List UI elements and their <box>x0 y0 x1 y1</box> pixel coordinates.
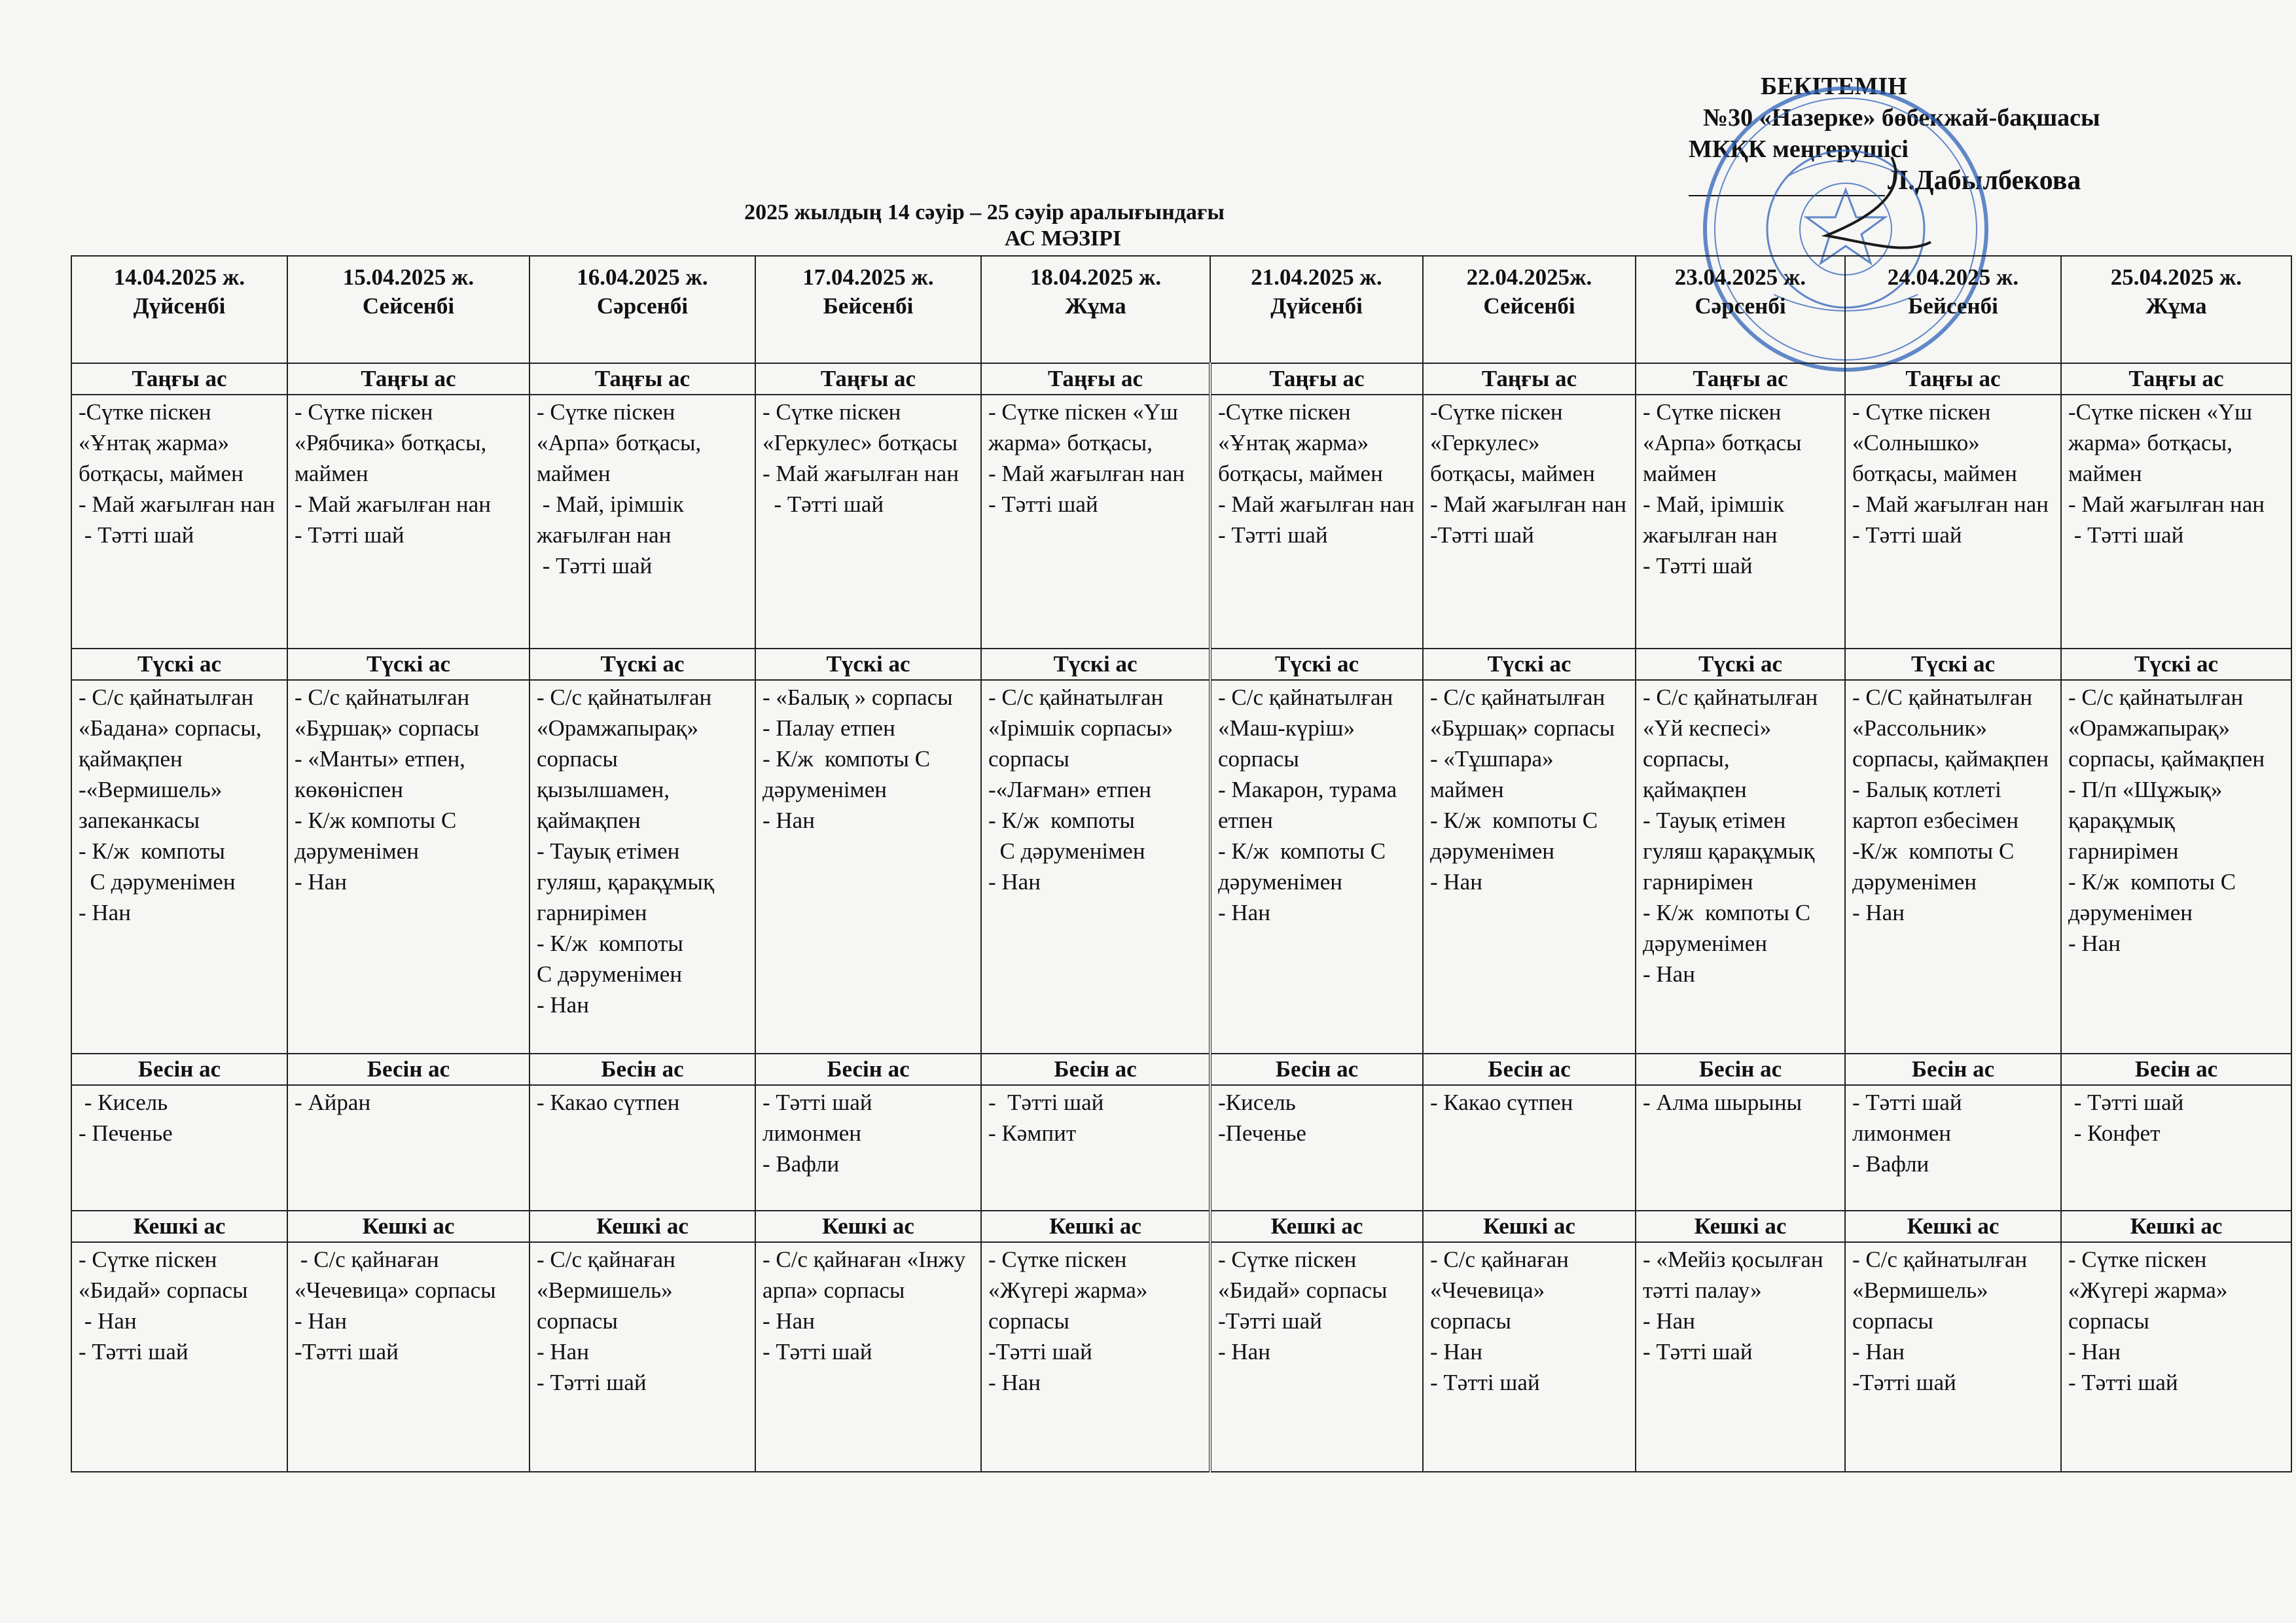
menu-item: - Тәтті шай <box>1643 553 1753 579</box>
menu-cell <box>1210 395 1423 649</box>
menu-item: - С/с қайнатылған «Ірімшік сорпасы» сорпасы <box>988 685 1179 772</box>
menu-item: - Нан <box>2068 931 2121 956</box>
meal-label: Бесін ас <box>71 1054 287 1085</box>
menu-item: - Макарон, турама етпен <box>1218 777 1403 833</box>
menu-cell <box>1845 1242 2061 1472</box>
menu-item: - «Тұшпара» маймен <box>1430 746 1560 802</box>
menu-item: - Тәтті шай лимонмен <box>1852 1090 1968 1146</box>
menu-item: -Кисель <box>1218 1090 1296 1115</box>
meal-items-row <box>71 1242 2291 1472</box>
menu-item: - К/ж компоты С дәруменімен <box>1643 900 1816 956</box>
menu-title-heading: АС МӘЗІРІ <box>1004 226 1122 251</box>
menu-item: - Май, ірімшік жағылған нан <box>1643 491 1790 548</box>
day-header <box>1845 256 2061 363</box>
meal-label: Таңғы ас <box>71 363 287 395</box>
menu-item: - К/ж компоты С дәруменімен <box>1430 808 1604 864</box>
menu-cell <box>71 680 287 1054</box>
menu-item: - Май жағылған нан <box>1852 491 2049 517</box>
menu-cell <box>755 680 981 1054</box>
menu-cell <box>1636 395 1845 649</box>
meal-items-row <box>71 680 2291 1054</box>
menu-cell <box>529 395 755 649</box>
menu-item: - Нан <box>1643 961 1695 987</box>
approval-position: МКҚК меңгерушісі <box>1689 135 1909 163</box>
meal-label: Бесін ас <box>2061 1054 2291 1085</box>
approval-heading: БЕКІТЕМІН <box>1761 73 1907 100</box>
menu-item: - С/с қайнаған «Вермишель» сорпасы <box>537 1247 681 1334</box>
menu-cell <box>287 1242 529 1472</box>
menu-item: - Тәтті шай <box>2068 1090 2184 1115</box>
day-weekday: Сәрсенбі <box>1695 293 1786 319</box>
day-weekday: Бейсенбі <box>823 293 914 319</box>
meal-items-row <box>71 1085 2291 1211</box>
menu-cell <box>287 1085 529 1211</box>
menu-item: -Тәтті шай <box>988 1339 1092 1364</box>
meal-label: Бесін ас <box>1210 1054 1423 1085</box>
menu-item: - Сүтке піскен «Рябчика» ботқасы, маймен <box>295 399 493 486</box>
menu-item: - С/с қайнатылған «Орамжапырақ» сорпасы қызылшамен, қаймақпен <box>537 685 718 833</box>
day-weekday: Бейсенбі <box>1908 293 1998 319</box>
menu-item: - С/С қайнатылған «Рассольник» сорпасы, қаймақпен <box>1852 685 2049 772</box>
menu-item: - Май жағылған нан <box>1430 491 1626 517</box>
meal-label: Таңғы ас <box>755 363 981 395</box>
menu-item: - Алма шырыны <box>1643 1090 1803 1115</box>
menu-item: - Нан <box>79 1308 137 1334</box>
day-date: 15.04.2025 ж. <box>342 264 475 290</box>
meal-label: Таңғы ас <box>1423 363 1636 395</box>
day-header <box>755 256 981 363</box>
menu-item: - Сүтке піскен «Арпа» ботқасы, маймен <box>537 399 708 486</box>
menu-item: - С/с қайнаған «Інжу арпа» сорпасы <box>762 1247 971 1303</box>
menu-item: - Май жағылған нан <box>295 491 491 517</box>
menu-item: - «Мейіз қосылған тәтті палау» <box>1643 1247 1829 1303</box>
menu-item: - «Манты» етпен, көкөніспен <box>295 746 471 802</box>
meal-label: Түскі ас <box>1636 649 1845 680</box>
menu-item: - Май жағылған нан <box>762 461 959 486</box>
meal-label: Кешкі ас <box>755 1211 981 1242</box>
menu-item: - К/ж компоты <box>537 931 683 956</box>
menu-cell <box>529 1242 755 1472</box>
menu-item: - Тауық етімен гуляш, қарақұмық гарнирімен <box>537 838 720 925</box>
menu-item: - Май жағылған нан <box>79 491 275 517</box>
menu-item: - Конфет <box>2068 1120 2161 1146</box>
menu-cell <box>71 1085 287 1211</box>
menu-body <box>71 363 2291 1472</box>
menu-item: - Тәтті шай <box>2068 522 2184 548</box>
menu-item: - С/с қайнаған «Чечевица» сорпасы <box>295 1247 496 1303</box>
meal-label: Түскі ас <box>1423 649 1636 680</box>
menu-cell <box>981 680 1210 1054</box>
menu-cell <box>981 1085 1210 1211</box>
menu-cell <box>1423 1242 1636 1472</box>
day-header <box>981 256 1210 363</box>
menu-cell <box>2061 680 2291 1054</box>
menu-title-period: 2025 жылдың 14 сәуір – 25 сәуір аралығындағы <box>744 200 1225 224</box>
menu-cell <box>529 1085 755 1211</box>
menu-table <box>71 255 2292 1472</box>
menu-item: -Тәтті шай <box>1218 1308 1322 1334</box>
day-header <box>71 256 287 363</box>
menu-item: - Сүтке піскен «Солнышко» ботқасы, маймен <box>1852 399 2017 486</box>
menu-item: - Сүтке піскен «Бидай» сорпасы <box>79 1247 248 1303</box>
meal-label: Таңғы ас <box>1636 363 1845 395</box>
menu-item: - Балық котлеті картоп езбесімен <box>1852 777 2019 833</box>
menu-item: - С/с қайнатылған «Бұршақ» сорпасы <box>295 685 480 741</box>
menu-item: - Нан <box>295 1308 347 1334</box>
menu-item: - Тәтті шай <box>295 522 404 548</box>
day-header <box>1636 256 1845 363</box>
menu-cell <box>981 395 1210 649</box>
menu-item: - Тәтті шай <box>762 491 884 517</box>
meal-label: Таңғы ас <box>529 363 755 395</box>
day-date: 17.04.2025 ж. <box>802 264 934 290</box>
menu-item: -Сүтке піскен «Ұнтақ жарма» ботқасы, маймен <box>1218 399 1383 486</box>
meal-label: Кешкі ас <box>1636 1211 1845 1242</box>
menu-item: - Нан <box>1430 1339 1482 1364</box>
day-header <box>1210 256 1423 363</box>
menu-cell <box>1423 680 1636 1054</box>
meal-label: Түскі ас <box>287 649 529 680</box>
menu-cell <box>529 680 755 1054</box>
menu-item: - Айран <box>295 1090 371 1115</box>
menu-item: - Печенье <box>79 1120 173 1146</box>
menu-item: -«Вермишель» запеканкасы <box>79 777 228 833</box>
menu-item: - Нан <box>295 869 347 895</box>
menu-item: - Тәтті шай лимонмен <box>762 1090 878 1146</box>
menu-title <box>0 200 2296 252</box>
meal-label: Таңғы ас <box>981 363 1210 395</box>
menu-item: - Сүтке піскен «Арпа» ботқасы маймен <box>1643 399 1808 486</box>
day-weekday: Жұма <box>1065 293 1126 319</box>
menu-cell <box>755 1242 981 1472</box>
meal-label: Бесін ас <box>755 1054 981 1085</box>
menu-cell <box>1845 1085 2061 1211</box>
meal-label: Түскі ас <box>2061 649 2291 680</box>
day-header <box>287 256 529 363</box>
menu-item: - Май жағылған нан <box>1218 491 1414 517</box>
menu-item: -«Лағман» етпен <box>988 777 1152 802</box>
menu-item: - Тауық етімен гуляш қарақұмық гарнирімен <box>1643 808 1821 895</box>
menu-item: - Тәтті шай <box>79 522 194 548</box>
menu-item: -Тәтті шай <box>1852 1370 1956 1395</box>
menu-cell <box>71 395 287 649</box>
meal-label: Кешкі ас <box>1423 1211 1636 1242</box>
menu-item: -Тәтті шай <box>1430 522 1534 548</box>
menu-item: - Май жағылған нан <box>2068 491 2265 517</box>
day-date: 24.04.2025 ж. <box>1887 264 2019 290</box>
approval-signatory: Л.Дабылбекова <box>1888 166 2081 196</box>
menu-item: - Май, ірімшік жағылған нан <box>537 491 690 548</box>
day-weekday: Сейсенбі <box>1483 293 1575 319</box>
meal-label-row <box>71 1054 2291 1085</box>
menu-item: - Нан <box>1643 1308 1695 1334</box>
meal-label: Түскі ас <box>529 649 755 680</box>
day-date: 16.04.2025 ж. <box>577 264 708 290</box>
menu-cell <box>1636 1085 1845 1211</box>
meal-label: Кешкі ас <box>2061 1211 2291 1242</box>
menu-item: С дәруменімен <box>79 869 236 895</box>
menu-item: - Нан <box>1430 869 1482 895</box>
meal-label: Кешкі ас <box>287 1211 529 1242</box>
day-date: 14.04.2025 ж. <box>113 264 245 290</box>
meal-label: Бесін ас <box>1423 1054 1636 1085</box>
day-date: 22.04.2025ж. <box>1466 264 1592 290</box>
meal-label: Бесін ас <box>1845 1054 2061 1085</box>
meal-label: Түскі ас <box>1210 649 1423 680</box>
menu-item: - Сүтке піскен «Үш жарма» ботқасы, <box>988 399 1184 455</box>
menu-item: - Сүтке піскен «Жүгері жарма» сорпасы <box>988 1247 1154 1334</box>
menu-item: - Май жағылған нан <box>988 461 1185 486</box>
menu-cell <box>1210 1242 1423 1472</box>
menu-item: - Нан <box>1218 900 1270 925</box>
menu-item: - «Балық » сорпасы <box>762 685 953 710</box>
menu-item: - К/ж компоты С дәруменімен <box>762 746 936 802</box>
menu-cell <box>755 1085 981 1211</box>
menu-cell <box>2061 395 2291 649</box>
menu-item: - Тәтті шай <box>988 1090 1104 1115</box>
menu-item: - Сүтке піскен «Бидай» сорпасы <box>1218 1247 1388 1303</box>
menu-item: - С/с қайнатылған «Үй кеспесі» сорпасы, қаймақпен <box>1643 685 1824 802</box>
meal-label: Бесін ас <box>981 1054 1210 1085</box>
menu-item: - С/с қайнатылған «Бадана» сорпасы, қаймақпен <box>79 685 268 772</box>
day-weekday: Дүйсенбі <box>133 293 226 319</box>
meal-label: Таңғы ас <box>287 363 529 395</box>
menu-item: -Печенье <box>1218 1120 1306 1146</box>
menu-item: С дәруменімен <box>537 961 683 987</box>
menu-item: - Тәтті шай <box>1643 1339 1753 1364</box>
menu-cell <box>1845 395 2061 649</box>
meal-label: Бесін ас <box>529 1054 755 1085</box>
menu-item: - Тәтті шай <box>1852 522 1962 548</box>
menu-item: - Нан <box>762 808 815 833</box>
meal-label: Бесін ас <box>1636 1054 1845 1085</box>
menu-item: - Нан <box>79 900 131 925</box>
meal-items-row <box>71 395 2291 649</box>
meal-label: Кешкі ас <box>1845 1211 2061 1242</box>
menu-item: - К/ж компоты С дәруменімен <box>295 808 463 864</box>
menu-cell <box>1845 680 2061 1054</box>
menu-item: - К/ж компоты <box>79 838 225 864</box>
menu-item: - К/ж компоты <box>988 808 1135 833</box>
menu-item: - Тәтті шай <box>1430 1370 1540 1395</box>
menu-item: - С/с қайнатылған «Маш-күріш» сорпасы <box>1218 685 1399 772</box>
day-header <box>2061 256 2291 363</box>
menu-item: -Тәтті шай <box>295 1339 399 1364</box>
menu-item: - Вафли <box>762 1151 840 1177</box>
menu-cell <box>981 1242 1210 1472</box>
meal-label: Түскі ас <box>981 649 1210 680</box>
menu-item: -Сүтке піскен «Геркулес» ботқасы, маймен <box>1430 399 1595 486</box>
menu-item: - Сүтке піскен «Геркулес» ботқасы <box>762 399 958 455</box>
day-header <box>529 256 755 363</box>
day-weekday: Сейсенбі <box>362 293 455 319</box>
day-header <box>1423 256 1636 363</box>
day-weekday: Сәрсенбі <box>596 293 689 319</box>
menu-item: - Какао сүтпен <box>537 1090 680 1115</box>
menu-item: - Нан <box>988 1370 1041 1395</box>
menu-item: - С/с қайнатылған «Вермишель» сорпасы <box>1852 1247 2034 1334</box>
menu-item: - Тәтті шай <box>79 1339 188 1364</box>
menu-item: - Тәтті шай <box>537 1370 647 1395</box>
meal-label-row <box>71 363 2291 395</box>
day-weekday: Дүйсенбі <box>1270 293 1363 319</box>
menu-item: - Нан <box>537 1339 589 1364</box>
meal-label: Бесін ас <box>287 1054 529 1085</box>
meal-label-row <box>71 649 2291 680</box>
menu-item: - Тәтті шай <box>988 491 1098 517</box>
menu-item: - С/с қайнатылған «Бұршақ» сорпасы <box>1430 685 1615 741</box>
menu-item: -Сүтке піскен «Үш жарма» ботқасы, маймен <box>2068 399 2258 486</box>
menu-item: -К/ж компоты С дәруменімен <box>1852 838 2020 895</box>
menu-cell <box>2061 1242 2291 1472</box>
menu-item: - Тәтті шай <box>762 1339 872 1364</box>
menu-item: - Нан <box>1852 900 1905 925</box>
menu-cell <box>1636 680 1845 1054</box>
meal-label: Кешкі ас <box>529 1211 755 1242</box>
meal-label: Кешкі ас <box>981 1211 1210 1242</box>
menu-item: - С/с қайнаған «Чечевица» сорпасы <box>1430 1247 1575 1334</box>
meal-label: Таңғы ас <box>2061 363 2291 395</box>
meal-label: Таңғы ас <box>1210 363 1423 395</box>
menu-item: - Тәтті шай <box>2068 1370 2178 1395</box>
meal-label: Кешкі ас <box>71 1211 287 1242</box>
menu-item: - Какао сүтпен <box>1430 1090 1573 1115</box>
menu-item: С дәруменімен <box>988 838 1145 864</box>
menu-item: - Нан <box>1852 1339 1905 1364</box>
day-date: 18.04.2025 ж. <box>1030 264 1162 290</box>
menu-item: - Нан <box>762 1308 815 1334</box>
meal-label: Түскі ас <box>71 649 287 680</box>
menu-item: -Сүтке піскен «Ұнтақ жарма» ботқасы, маймен <box>79 399 243 486</box>
menu-item: - Нан <box>537 992 589 1018</box>
menu-item: - Кәмпит <box>988 1120 1077 1146</box>
menu-item: - Нан <box>1218 1339 1270 1364</box>
day-date: 21.04.2025 ж. <box>1251 264 1382 290</box>
menu-cell <box>755 395 981 649</box>
menu-item: - Нан <box>2068 1339 2121 1364</box>
menu-item: - П/п «Шұжық» қарақұмық гарнирімен <box>2068 777 2229 864</box>
meal-label: Кешкі ас <box>1210 1211 1423 1242</box>
menu-item: - Палау етпен <box>762 715 895 741</box>
meal-label: Түскі ас <box>755 649 981 680</box>
menu-cell <box>287 395 529 649</box>
menu-cell <box>1423 1085 1636 1211</box>
approval-organization: №30 «Назерке» бөбекжай-бақшасы <box>1703 104 2100 132</box>
menu-cell <box>1210 680 1423 1054</box>
menu-item: - Тәтті шай <box>537 553 653 579</box>
date-header-row <box>71 256 2291 363</box>
menu-cell <box>287 680 529 1054</box>
menu-cell <box>1423 395 1636 649</box>
day-date: 25.04.2025 ж. <box>2110 264 2242 290</box>
menu-item: - С/с қайнатылған «Орамжапырақ» сорпасы, қаймақпен <box>2068 685 2265 772</box>
menu-cell <box>71 1242 287 1472</box>
menu-item: - Вафли <box>1852 1151 1929 1177</box>
menu-item: - Кисель <box>79 1090 168 1115</box>
day-date: 23.04.2025 ж. <box>1674 264 1806 290</box>
meal-label: Таңғы ас <box>1845 363 2061 395</box>
menu-item: - Сүтке піскен «Жүгері жарма» сорпасы <box>2068 1247 2234 1334</box>
menu-cell <box>1210 1085 1423 1211</box>
menu-item: - К/ж компоты С дәруменімен <box>1218 838 1391 895</box>
menu-item: - Нан <box>988 869 1041 895</box>
meal-label: Түскі ас <box>1845 649 2061 680</box>
menu-item: - К/ж компоты С дәруменімен <box>2068 869 2242 925</box>
menu-cell <box>2061 1085 2291 1211</box>
meal-label-row <box>71 1211 2291 1242</box>
menu-item: - Тәтті шай <box>1218 522 1328 548</box>
day-weekday: Жұма <box>2145 293 2207 319</box>
menu-cell <box>1636 1242 1845 1472</box>
